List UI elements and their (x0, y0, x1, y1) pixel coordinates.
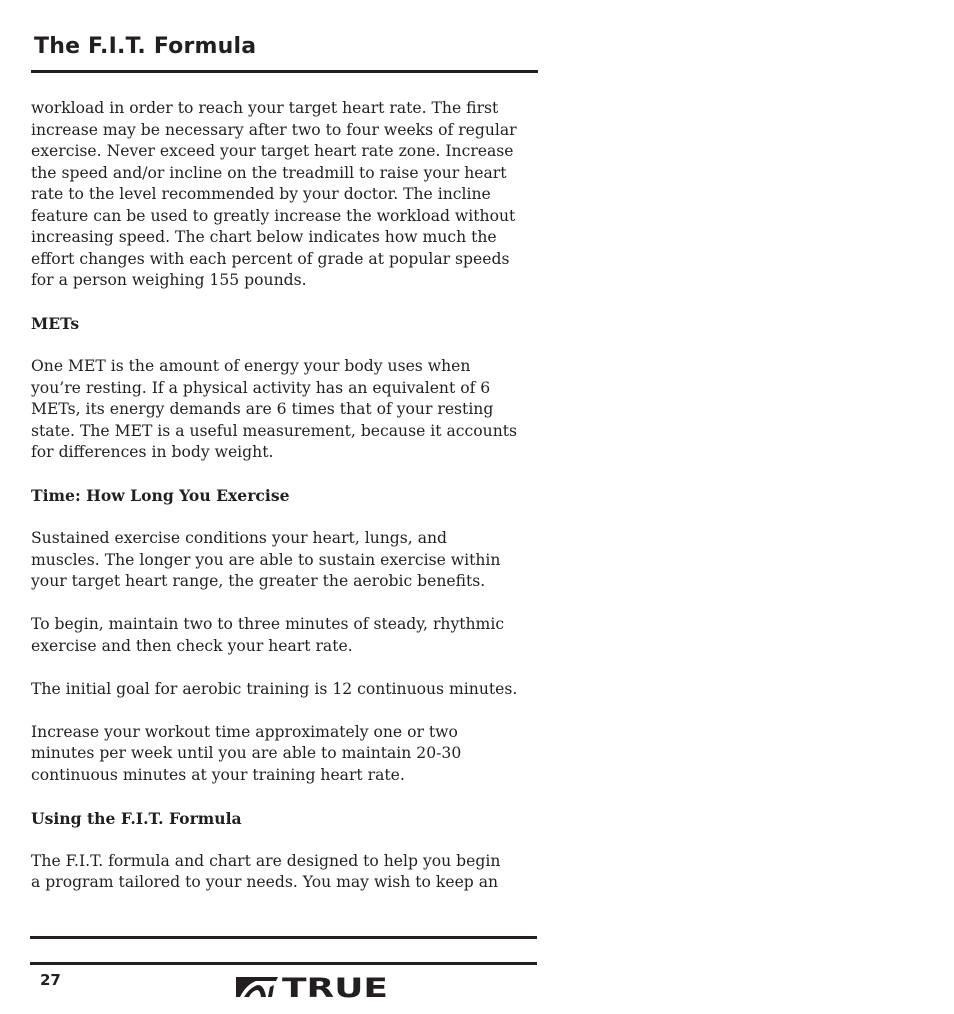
using-heading: Using the F.I.T. Formula (31, 808, 242, 828)
text-line: Increase your workout time approximately one or two (31, 722, 458, 741)
text-line: One MET is the amount of energy your body uses when (31, 357, 471, 375)
text-line: exercise and then check your heart rate. (31, 636, 353, 655)
text-line: To begin, maintain two to three minutes of steady, rhythmic (31, 615, 505, 633)
text-line: state. The MET is a useful measurement, because it accounts (31, 421, 518, 440)
time-paragraph-2 (31, 614, 536, 657)
footer-rule-lower (30, 962, 537, 965)
body-content (31, 98, 536, 915)
text-line: minutes per week until you are able to maintain 20-30 (31, 744, 462, 762)
mets-heading: METs (31, 314, 80, 333)
true-logo-icon (236, 973, 390, 999)
text-line: your target heart range, the greater the aerobic benefits. (31, 572, 486, 590)
text-line: continuous minutes at your training heart rate. (31, 765, 405, 784)
time-paragraph-3 (31, 679, 536, 701)
header-rule (31, 70, 538, 73)
text-line: increasing speed. The chart below indicates how much the (31, 228, 497, 246)
text-line: workload in order to reach your target heart rate. The first (31, 99, 499, 117)
text-line: feature can be used to greatly increase the workload without (31, 206, 516, 225)
text-line: METs, its energy demands are 6 times that of your resting (31, 400, 494, 418)
text-line: rate to the level recommended by your doctor. The incline (31, 185, 491, 203)
text-line: exercise. Never exceed your target heart rate zone. Increase (31, 142, 514, 160)
page-number: 27 (40, 971, 61, 989)
text-line: The F.I.T. formula and chart are designed to help you begin (31, 851, 501, 870)
text-line: you’re resting. If a physical activity has an equivalent of 6 (31, 378, 491, 397)
time-paragraph-1 (31, 528, 536, 593)
time-paragraph-4 (31, 722, 536, 787)
using-paragraph (31, 851, 536, 894)
text-line: muscles. The longer you are able to sustain exercise within (31, 550, 501, 569)
text-line: Sustained exercise conditions your heart, lungs, and (31, 529, 448, 547)
intro-paragraph (31, 98, 536, 292)
text-line: a program tailored to your needs. You may wish to keep an (31, 873, 499, 891)
footer-rule-upper (30, 936, 537, 939)
time-heading: Time: How Long You Exercise (31, 486, 290, 505)
text-line: for a person weighing 155 pounds. (31, 271, 307, 289)
text-line: the speed and/or incline on the treadmill to raise your heart (31, 163, 507, 182)
text-line: increase may be necessary after two to four weeks of regular (31, 120, 517, 139)
logo-text: TRUE (282, 973, 388, 999)
text-line: The initial goal for aerobic training is 12 continuous minutes. (31, 679, 518, 698)
text-line: effort changes with each percent of grade at popular speeds (31, 249, 510, 268)
page-title: The F.I.T. Formula (34, 34, 257, 59)
text-line: for differences in body weight. (31, 443, 274, 461)
mets-paragraph (31, 356, 536, 464)
